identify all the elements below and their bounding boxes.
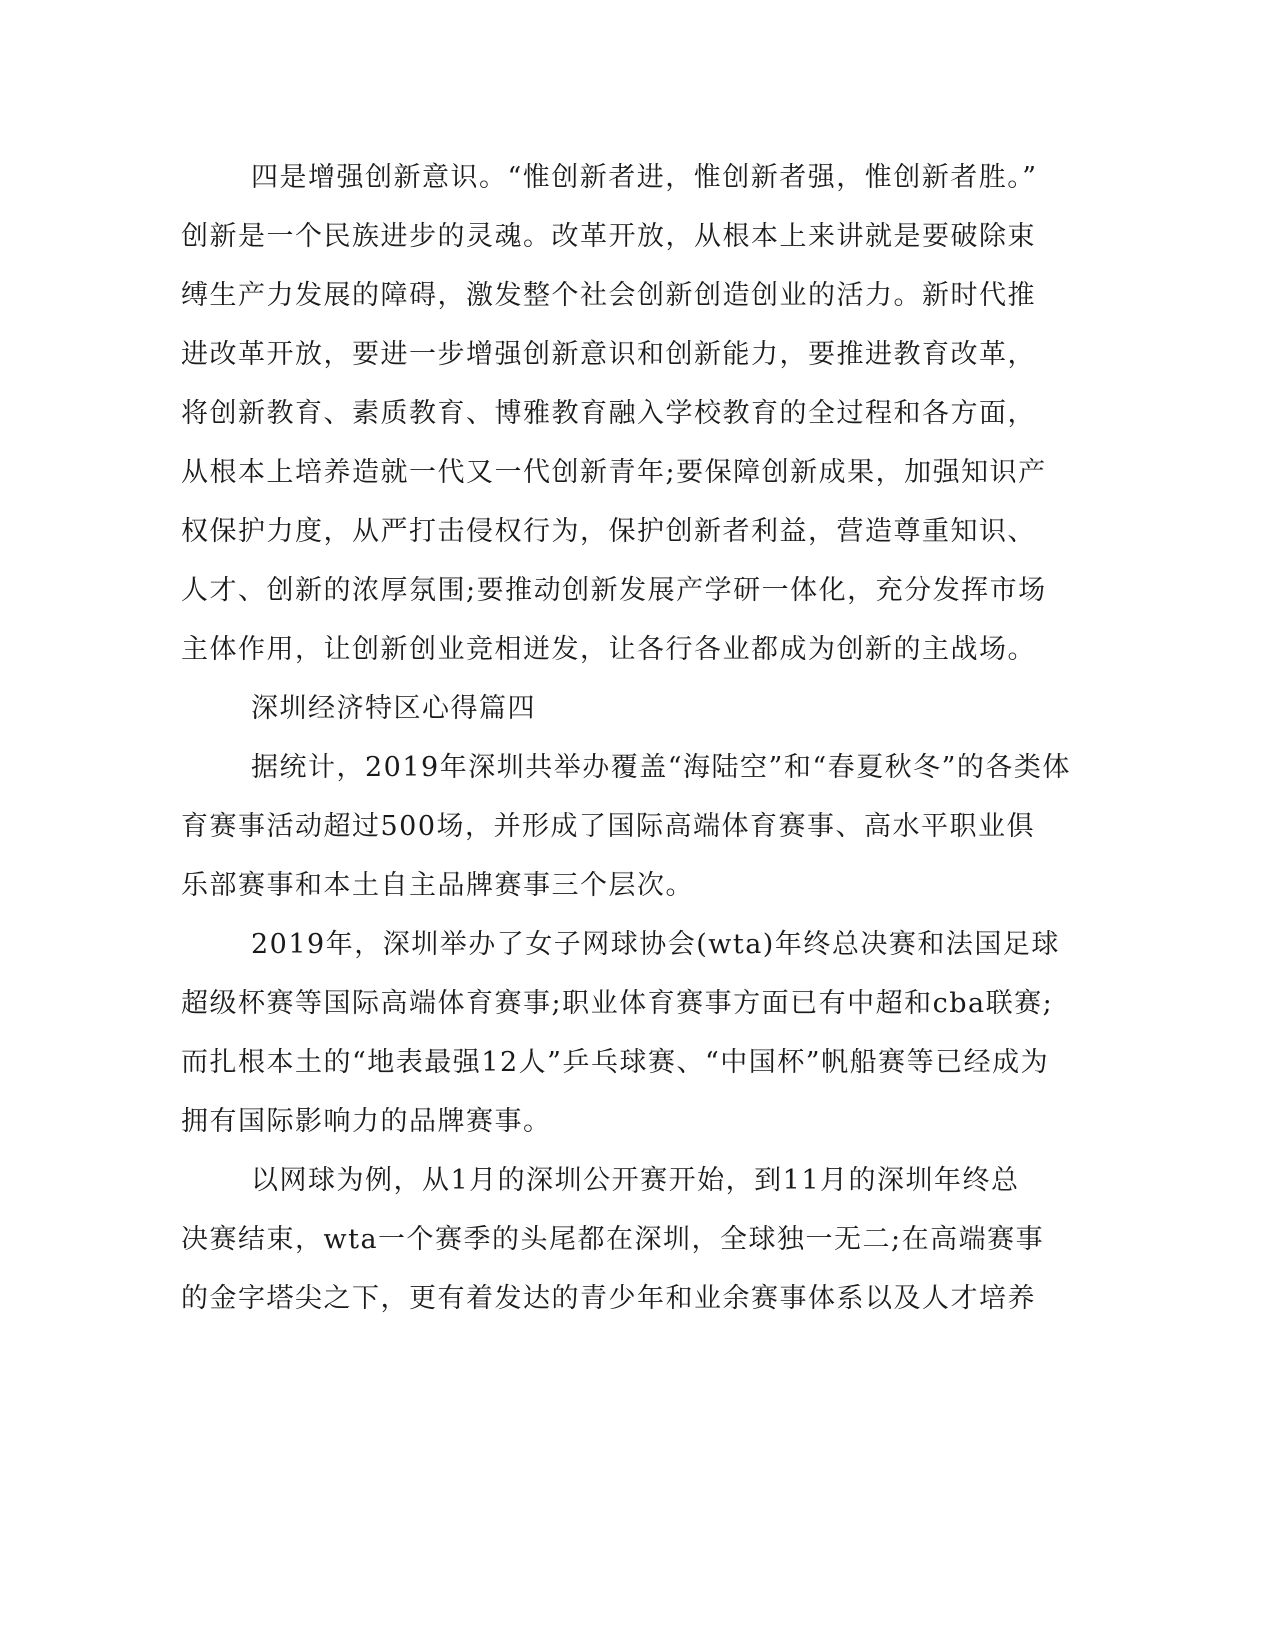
paragraph-line: 将创新教育、素质教育、博雅教育融入学校教育的全过程和各方面， xyxy=(181,398,1036,429)
paragraph-line: 超级杯赛等国际高端体育赛事;职业体育赛事方面已有中超和cba联赛; xyxy=(181,988,1054,1019)
paragraph-line: 主体作用，让创新创业竞相迸发，让各行各业都成为创新的主战场。 xyxy=(181,634,1036,665)
paragraph-line: 缚生产力发展的障碍，激发整个社会创新创造创业的活力。新时代推 xyxy=(181,280,1036,311)
paragraph-line: 据统计，2019年深圳共举办覆盖“海陆空”和“春夏秋冬”的各类体 xyxy=(251,752,1071,783)
paragraph-line: 进改革开放，要进一步增强创新意识和创新能力，要推进教育改革， xyxy=(181,339,1036,370)
section-heading: 深圳经济特区心得篇四 xyxy=(251,693,536,724)
paragraph-line: 人才、创新的浓厚氛围;要推动创新发展产学研一体化，充分发挥市场 xyxy=(181,575,1047,606)
paragraph-line: 决赛结束，wta一个赛季的头尾都在深圳，全球独一无二;在高端赛事 xyxy=(181,1224,1045,1255)
paragraph-line: 2019年，深圳举办了女子网球协会(wta)年终总决赛和法国足球 xyxy=(251,929,1060,960)
paragraph-line: 四是增强创新意识。“惟创新者进，惟创新者强，惟创新者胜。” xyxy=(251,162,1038,193)
paragraph-line: 创新是一个民族进步的灵魂。改革开放，从根本上来讲就是要破除束 xyxy=(181,221,1036,252)
paragraph-line: 从根本上培养造就一代又一代创新青年;要保障创新成果，加强知识产 xyxy=(181,457,1047,488)
paragraph-line: 的金字塔尖之下，更有着发达的青少年和业余赛事体系以及人才培养 xyxy=(181,1283,1036,1314)
paragraph-line: 育赛事活动超过500场，并形成了国际高端体育赛事、高水平职业俱 xyxy=(181,811,1036,842)
paragraph-line: 而扎根本土的“地表最强12人”乒乓球赛、“中国杯”帆船赛等已经成为 xyxy=(181,1047,1050,1078)
paragraph-line: 拥有国际影响力的品牌赛事。 xyxy=(181,1106,552,1137)
paragraph-line: 乐部赛事和本土自主品牌赛事三个层次。 xyxy=(181,870,694,901)
paragraph-line: 以网球为例，从1月的深圳公开赛开始，到11月的深圳年终总 xyxy=(251,1165,1020,1196)
paragraph-line: 权保护力度，从严打击侵权行为，保护创新者利益，营造尊重知识、 xyxy=(181,516,1036,547)
